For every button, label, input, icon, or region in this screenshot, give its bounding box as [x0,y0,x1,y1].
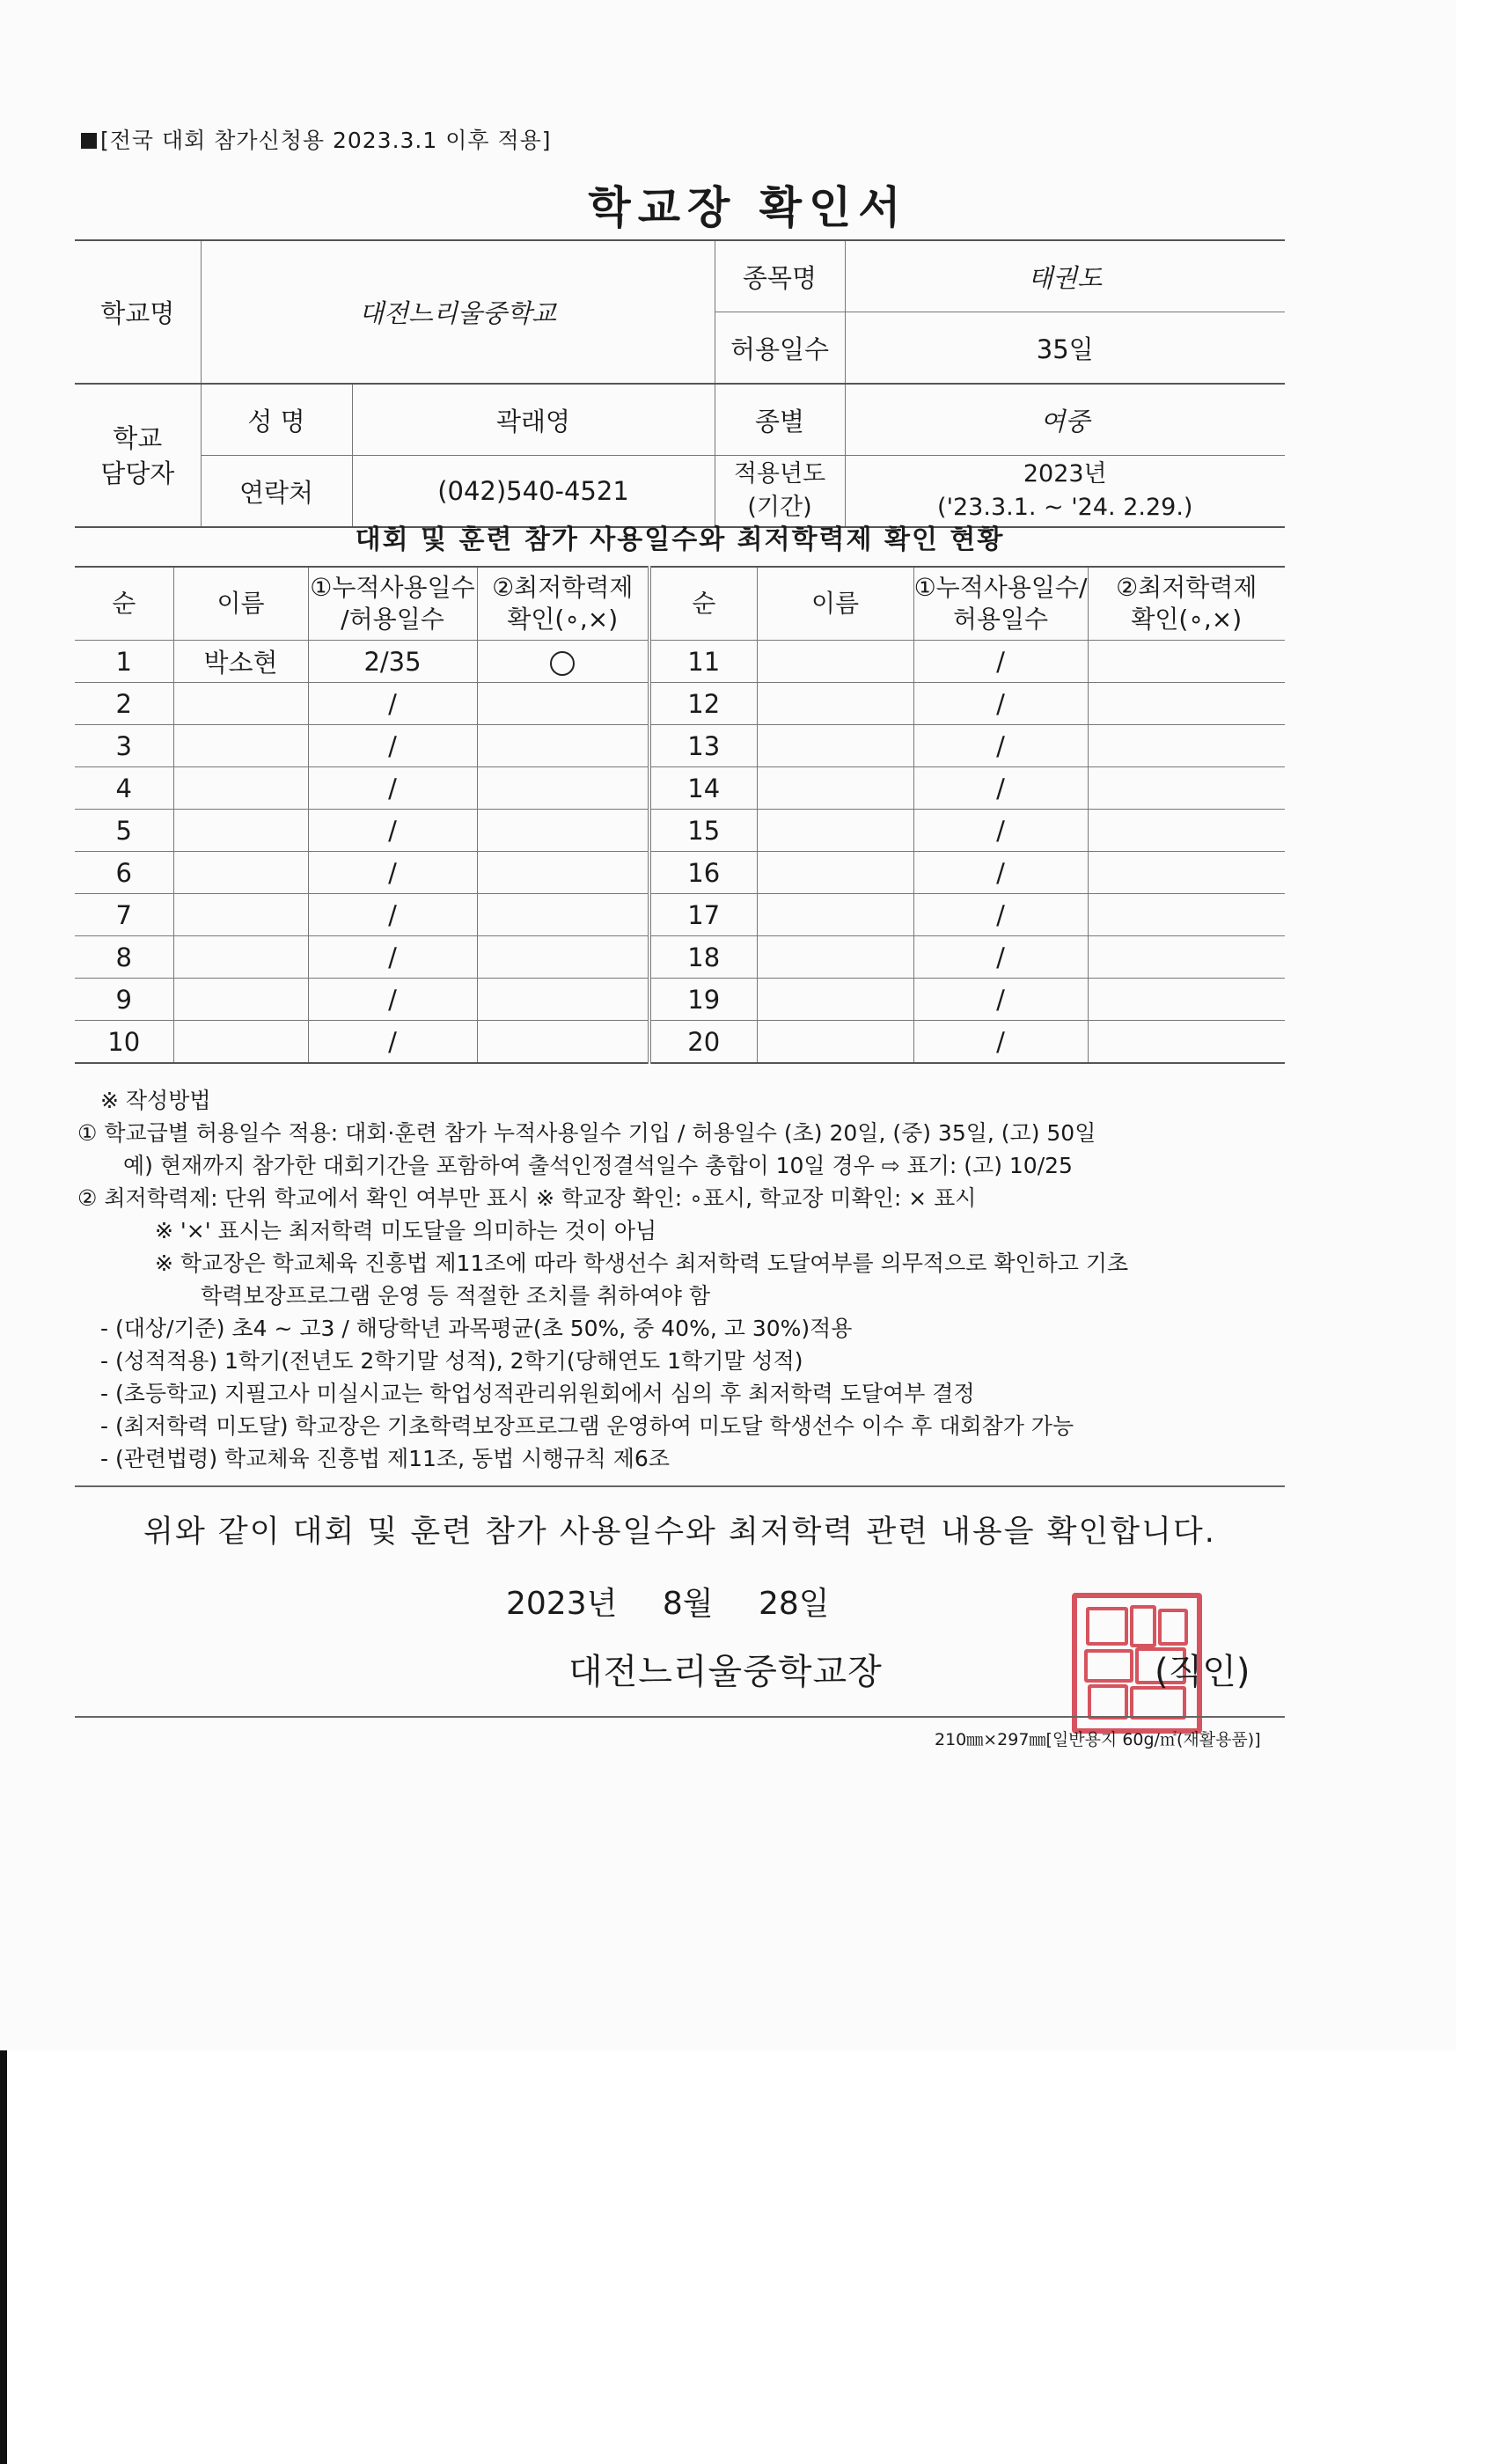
cumulative-days: / [913,936,1088,979]
allowed-days-label: 허용일수 [715,312,845,385]
table-row [75,1021,1285,1064]
school-info-table [75,239,1285,528]
row-number: 15 [649,810,757,852]
table-row [75,810,1285,852]
phone-label: 연락처 [201,456,352,528]
min-academic-check [1088,894,1285,936]
athlete-name [173,810,308,852]
table-row [75,641,1285,683]
form-header-note [81,123,552,155]
athlete-name [757,979,913,1021]
min-academic-check [477,641,649,683]
min-academic-check [477,810,649,852]
sport-value: 태권도 [845,240,1285,312]
min-academic-check [477,852,649,894]
cumulative-days: / [308,852,477,894]
note-line: - (초등학교) 지필고사 미실시교는 학업성적관리위원회에서 심의 후 최저학력 도달여부 결정 [100,1381,975,1406]
athlete-status-table [75,566,1285,1064]
athlete-name [757,852,913,894]
period-label: 적용년도 (기간) [715,456,845,528]
column-header: ②최저학력제 확인(∘,×) [1088,567,1285,641]
row-number: 1 [75,641,173,683]
cumulative-days: / [308,1021,477,1064]
athlete-name [173,852,308,894]
table-row [75,852,1285,894]
note-line: ※ '×' 표시는 최저학력 미도달을 의미하는 것이 아님 [155,1218,657,1243]
note-line: - (성적적용) 1학기(전년도 2학기말 성적), 2학기(당해연도 1학기말 성적) [100,1348,803,1374]
cumulative-days: / [913,1021,1088,1064]
note-line: ① 학교급별 허용일수 적용: 대회·훈련 참가 누적사용일수 기입 / 허용일수 (초) 20일, (중) 35일, (고) 50일 [77,1120,1096,1146]
scan-edge [0,2050,7,2464]
min-academic-check [1088,810,1285,852]
athlete-name [757,936,913,979]
athlete-name [173,1021,308,1064]
row-number: 14 [649,767,757,810]
min-academic-check [1088,641,1285,683]
min-academic-check [477,979,649,1021]
note-line: ② 최저학력제: 단위 학교에서 확인 여부만 표시 ※ 학교장 확인: ∘표시, 학교장 미확인: × 표시 [77,1185,977,1211]
instructions [77,1084,1292,1475]
name-label: 성 명 [201,384,352,456]
min-academic-check [477,894,649,936]
cumulative-days: / [308,936,477,979]
athlete-name [173,683,308,725]
row-number: 13 [649,725,757,767]
row-number: 12 [649,683,757,725]
cumulative-days: / [913,852,1088,894]
athlete-name [757,725,913,767]
sport-label: 종목명 [715,240,845,312]
row-number: 9 [75,979,173,1021]
allowed-days-value: 35일 [845,312,1285,385]
row-number: 11 [649,641,757,683]
min-academic-check [477,936,649,979]
cumulative-days: / [308,683,477,725]
row-number: 8 [75,936,173,979]
period-range: ('23.3.1. ~ '24. 2.29.) [937,494,1193,521]
row-number: 10 [75,1021,173,1064]
table-row [75,979,1285,1021]
athlete-name [757,683,913,725]
contact-person-label: 학교 담당자 [75,384,201,527]
min-academic-check [1088,683,1285,725]
table-row [75,894,1285,936]
paper-spec: 210㎜×297㎜[일반용지 60g/㎡(재활용품)] [935,1730,1261,1749]
phone-value: (042)540-4521 [352,456,715,528]
min-academic-check [477,725,649,767]
table-row [75,767,1285,810]
athlete-name [757,894,913,936]
table-header-row [75,567,1285,641]
min-academic-check [1088,725,1285,767]
column-header: 이름 [757,567,913,641]
name-value: 곽래영 [352,384,715,456]
check-circle-icon [550,651,575,676]
row-number: 20 [649,1021,757,1064]
cumulative-days: / [308,810,477,852]
cumulative-days: / [913,725,1088,767]
min-academic-check [477,683,649,725]
athlete-name [757,1021,913,1064]
column-header: 이름 [173,567,308,641]
column-header: 순 [649,567,757,641]
cumulative-days: / [913,979,1088,1021]
cumulative-days: / [308,725,477,767]
note-line: 예) 현재까지 참가한 대회기간을 포함하여 출석인정결석일수 총합이 10일 경우 ⇨ 표기: (고) 10/25 [123,1153,1073,1178]
athlete-name: 박소현 [173,641,308,683]
cumulative-days: 2/35 [308,641,477,683]
min-academic-check [477,767,649,810]
row-number: 19 [649,979,757,1021]
athlete-name [757,767,913,810]
school-name-label: 학교명 [75,240,201,384]
table-row [75,936,1285,979]
row-number: 5 [75,810,173,852]
confirmation-statement: 위와 같이 대회 및 훈련 참가 사용일수와 최저학력 관련 내용을 확인합니다. [143,1514,1216,1550]
school-name-value: 대전느리울중학교 [201,240,715,384]
min-academic-check [1088,1021,1285,1064]
square-bullet-icon [81,133,97,149]
athlete-name [757,810,913,852]
category-label: 종별 [715,384,845,456]
row-number: 6 [75,852,173,894]
column-header: 순 [75,567,173,641]
row-number: 3 [75,725,173,767]
row-number: 17 [649,894,757,936]
row-number: 7 [75,894,173,936]
min-academic-check [1088,979,1285,1021]
athlete-name [173,725,308,767]
note-line: - (관련법령) 학교체육 진흥법 제11조, 동법 시행규칙 제6조 [100,1446,670,1471]
row-number: 18 [649,936,757,979]
row-number: 4 [75,767,173,810]
footer-line [75,1716,1285,1718]
period-value [845,456,1285,528]
athlete-name [757,641,913,683]
category-value: 여중 [845,384,1285,456]
cumulative-days: / [308,767,477,810]
status-section-title: 대회 및 훈련 참가 사용일수와 최저학력제 확인 현황 [355,524,1005,555]
header-note-text: [전국 대회 참가신청용 2023.3.1 이후 적용] [100,128,552,153]
athlete-name [173,979,308,1021]
page-title: 학교장 확인서 [588,182,908,233]
athlete-name [173,767,308,810]
cumulative-days: / [913,641,1088,683]
athlete-name [173,894,308,936]
notes-heading: ※ 작성방법 [100,1088,211,1113]
column-header: ①누적사용일수/ 허용일수 [913,567,1088,641]
cumulative-days: / [913,683,1088,725]
row-number: 16 [649,852,757,894]
note-line: ※ 학교장은 학교체육 진흥법 제11조에 따라 학생선수 최저학력 도달여부를 의무적으로 확인하고 기초 [155,1250,1129,1276]
note-line: 학력보장프로그램 운영 등 적절한 조치를 취하여야 함 [201,1283,710,1309]
note-line: - (최저학력 미도달) 학교장은 기초학력보장프로그램 운영하여 미도달 학생선수 이수 후 대회참가 가능 [100,1413,1074,1439]
column-header: ①누적사용일수 /허용일수 [308,567,477,641]
cumulative-days: / [913,767,1088,810]
cumulative-days: / [308,979,477,1021]
athlete-name [173,936,308,979]
period-year: 2023년 [1023,460,1107,488]
table-row [75,725,1285,767]
confirmation-date: 2023년 8월 28일 [506,1586,830,1622]
min-academic-check [1088,936,1285,979]
seal-label: (직인) [1155,1652,1250,1692]
min-academic-check [477,1021,649,1064]
divider-line [75,1485,1285,1487]
min-academic-check [1088,767,1285,810]
min-academic-check [1088,852,1285,894]
cumulative-days: / [913,894,1088,936]
note-line: - (대상/기준) 초4 ~ 고3 / 해당학년 과목평균(초 50%, 중 40%, 고 30%)적용 [100,1316,853,1341]
cumulative-days: / [308,894,477,936]
cumulative-days: / [913,810,1088,852]
column-header: ②최저학력제 확인(∘,×) [477,567,649,641]
principal-signature: 대전느리울중학교장 [568,1652,883,1692]
row-number: 2 [75,683,173,725]
table-row [75,683,1285,725]
